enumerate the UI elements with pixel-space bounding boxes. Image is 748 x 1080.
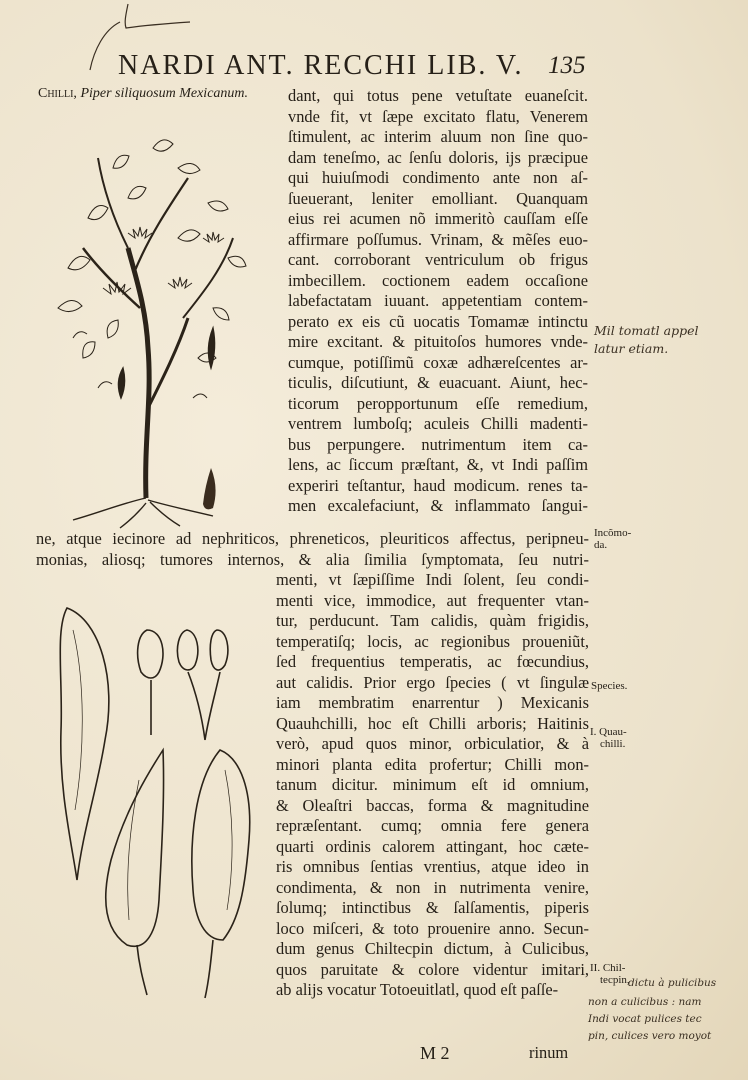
text-line: men excalefaciunt, & inflammato ſangui- (288, 496, 588, 515)
text-line: eius rei acumen nõ immeritò cauſſam eſſe (288, 209, 588, 228)
margin-note-chiltecpin: II. Chil- tecpin, (590, 962, 630, 986)
text-line: repræſentant. cumq; omnia fere genera (276, 816, 589, 835)
chili-pods-illustration (55, 600, 260, 1000)
text-line: ſed frequentius temperatis, ac fœcundius, (276, 652, 589, 671)
text-line: cant. corroborant ventriculum ob frigus (288, 250, 588, 269)
chili-plant-illustration (28, 108, 273, 533)
text-line: aut calidis. Prior ergo ſpecies ( vt ſingulæ (276, 672, 589, 692)
text-line: iam membratim enarrentur ) Mexicanis (276, 693, 589, 712)
signature-mark: M 2 (420, 1043, 450, 1063)
text-column-lower (276, 570, 589, 1001)
text-line: quarti ordinis calorem attingant, hoc cæte- (276, 836, 589, 856)
handwritten-note-culicibus: non a culicibus : nam Indi vocat pulices tec pin, culices vero moyot (588, 996, 712, 1042)
text-line: loco miſceri, & toto prouenire anno. Secun- (276, 918, 589, 938)
text-line: ris omnibus ſentias vrentius, atque ideo in (276, 857, 589, 876)
figure-caption (38, 86, 248, 102)
text-line: menti vice, immodice, aut frequenter vtan- (276, 590, 589, 610)
text-line: lens, ac ſiccum præſtant, &, vt Indi paſſim (288, 455, 588, 474)
text-line: ventrem lumboſq; aculeis Chilli madenti- (288, 414, 588, 433)
text-line: vnde fit, vt ſæpe excitato flatu, Venerem (288, 106, 588, 126)
text-line: verò, apud quos minor, orbiculatior, & à (276, 734, 589, 753)
text-line: affirmare poſſumus. Vrinam, & mẽſes euo- (288, 229, 588, 249)
running-head: NARDI ANT. RECCHI LIB. V. (118, 50, 524, 81)
text-line: ſolumq; intinctibus & ſalſamentis, piperis (276, 898, 589, 917)
text-column-upper (288, 86, 588, 517)
text-line: imbecillem. coctionem eadem occaſione (288, 270, 588, 290)
text-line: dam teneſmo, ac ſenſu doloris, ijs præcipue (288, 147, 588, 167)
ink-stroke-mark (80, 0, 210, 80)
text-line: & Oleaſtri baccas, forma & magnitudine (276, 795, 589, 815)
catchword: rinum (529, 1043, 569, 1062)
text-line: temperatiſq; locis, ac regionibus proueniũt, (276, 631, 589, 651)
text-line: ticorum peropportunum eſſe remedium, (288, 393, 588, 413)
text-line: ſtimulent, ac interim aluum non ſine quo- (288, 127, 588, 146)
caption-italic: Piper siliquosum Mexicanum. (80, 86, 249, 101)
text-line: mire excitant. & pituitoſos humores vnde- (288, 332, 588, 351)
page-number: 135 (548, 52, 586, 79)
text-line: ne, atque iecinore ad nephriticos, phreneticos, pleuriticos affectus, peripneu- (36, 529, 589, 548)
text-line: monias, aliosq; tumores internos, & alia ſimilia ſymptomata, ſeu nutri- (36, 549, 589, 569)
text-line: bus perpungere. nutrimentum item ca- (288, 434, 588, 454)
text-line: labefactatam iuuant. appetentiam contem- (288, 291, 588, 310)
margin-note-species: Species. (591, 680, 628, 692)
text-line: minori planta edita profertur; Chilli mon- (276, 754, 589, 774)
text-line: ticulis, diſcutiunt, & euacuant. Aiunt, hec- (288, 373, 588, 392)
text-line: condimenta, & non in nutrimenta venire, (276, 877, 589, 897)
handwritten-note-miltomatl: Mil tomatl appel latur etiam. (594, 323, 699, 356)
text-line: dant, qui totus pene vetuſtate euaneſcit. (288, 86, 588, 105)
text-line: cumque, potiſſimũ coxæ adhæreſcentes ar- (288, 352, 588, 372)
text-line: ab alijs vocatur Totoeuitlatl, quod eſt paſſe- (276, 980, 559, 999)
text-line: dum genus Chiltecpin dictum, à Culicibus, (276, 939, 589, 958)
text-line: perato ex eis cũ uocatis Tomamæ intinctu (288, 311, 588, 331)
text-column-full-width (36, 529, 589, 570)
text-line: tur, perducunt. Tam calidis, quàm frigidis, (276, 611, 589, 630)
text-line: ſueuerant, leniter emolliant. Quanquam (288, 188, 588, 208)
caption-lead: Chilli, (38, 86, 77, 101)
handwritten-note-pulicibus: dictu à pulicibus (628, 977, 717, 989)
margin-note-incomoda: Incõmo- da. (594, 527, 632, 551)
margin-note-quauchilli: I. Quau- chilli. (590, 726, 627, 750)
text-line: qui huiuſmodi condimento ante non aſ- (288, 168, 588, 187)
text-line: Quauhchilli, hoc eſt Chilli arboris; Haitinis (276, 713, 589, 733)
text-line: quos paruitate & colore videntur imitari, (276, 959, 589, 979)
text-line: tanum dicitur. minimum eſt id omnium, (276, 775, 589, 794)
text-line: menti, vt ſæpiſſime Indi ſolent, ſeu condi- (276, 570, 589, 589)
text-line: experiri teſtantur, haud modicum. renes ta- (288, 475, 588, 495)
